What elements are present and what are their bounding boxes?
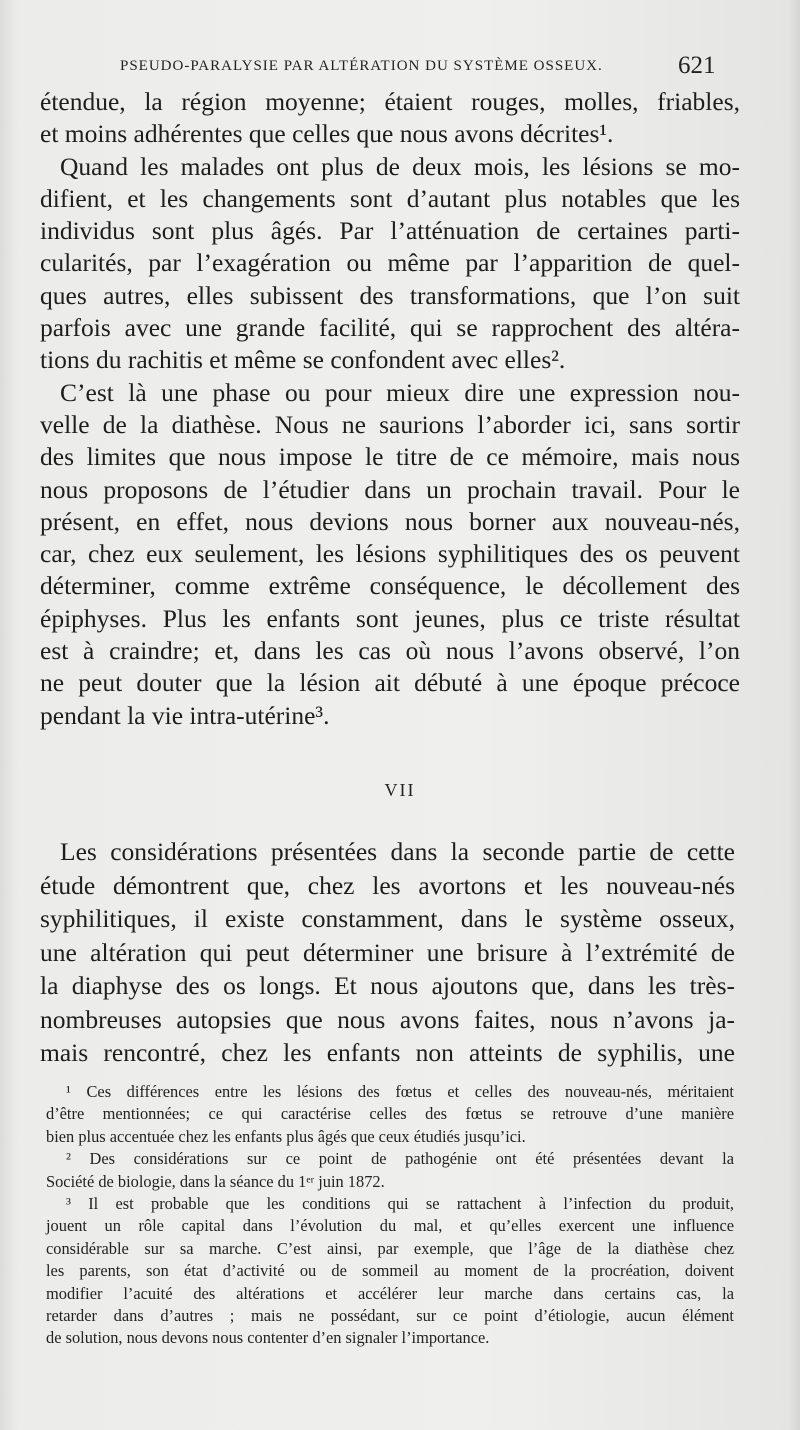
footnote-line: ² Des considérations sur ce point de pathogénie ont été présentées devant la (66, 1149, 734, 1169)
footnote-line: d’être mentionnées; ce qui caractérise celles des fœtus se retrouve d’une manière (46, 1104, 734, 1124)
text-line: ques autres, elles subissent des transformations, que l’on suit (40, 280, 740, 310)
text-line: nous proposons de l’étudier dans un prochain travail. Pour le (40, 474, 740, 504)
footnote-line: de solution, nous devons nous contenter d’en signaler l’importance. (46, 1328, 490, 1348)
text-line: tions du rachitis et même se confondent avec elles². (40, 345, 566, 375)
text-line: des limites que nous impose le titre de ce mémoire, mais nous (40, 442, 740, 472)
text-line: est à craindre; et, dans les cas où nous l’avons observé, l’on (40, 636, 740, 666)
text-line: étendue, la région moyenne; étaient rouges, molles, friables, (40, 87, 740, 116)
text-line: cularités, par l’exagération ou même par l’apparition de quel- (40, 248, 740, 278)
footnotes (46, 1081, 734, 1350)
main-text-bottom (40, 835, 735, 1070)
footnote-line: retarder dans d’autres ; mais ne possédant, sur ce point d’étiologie, aucun élément (46, 1305, 734, 1325)
text-line: parfois avec une grande facilité, qui se rapprochent des altéra- (40, 313, 740, 343)
text-line: velle de la diathèse. Nous ne saurions l’aborder ici, sans sortir (40, 409, 740, 439)
footnote-line: modifier l’acuité des altérations et accélérer leur marche dans certains cas, la (46, 1283, 734, 1303)
text-line: étude démontrent que, chez les avortons et les nouveau-nés (40, 870, 735, 900)
text-line: pendant la vie intra-utérine³. (40, 700, 330, 730)
text-line: la diaphyse des os longs. Et nous ajoutons que, dans les très- (40, 971, 735, 1000)
page-number: 621 (678, 52, 716, 79)
footnote-line: considérable sur sa marche. C’est ainsi, par exemple, que l’âge de la diathèse chez (46, 1238, 734, 1258)
text-line: syphilitiques, il existe constamment, dans le système osseux, (40, 904, 735, 933)
text-line: nombreuses autopsies que nous avons faites, nous n’avons ja- (40, 1004, 735, 1034)
text-line: Quand les malades ont plus de deux mois, les lésions se mo- (60, 151, 740, 181)
text-line: présent, en effet, nous devions nous borner aux nouveau-nés, (40, 506, 740, 536)
page-edge-shadow (788, 0, 800, 1430)
text-line: épiphyses. Plus les enfants sont jeunes, plus ce triste résultat (40, 603, 740, 633)
footnote-line: jouent un rôle capital dans l’évolution du mal, et qu’elles exercent une influence (46, 1216, 734, 1236)
footnote-line: ¹ Ces différences entre les lésions des fœtus et celles des nouveau-nés, méritaient (66, 1082, 734, 1101)
text-line: et moins adhérentes que celles que nous avons décrites¹. (40, 119, 614, 149)
text-line: difient, et les changements sont d’autant plus notables que les (40, 183, 740, 213)
footnote-line: ³ Il est probable que les conditions qui se rattachent à l’infection du produit, (66, 1193, 734, 1213)
text-line: car, chez eux seulement, les lésions syphilitiques des os peuvent (40, 539, 740, 569)
main-text-top (40, 86, 740, 732)
running-title: PSEUDO-PARALYSIE PAR ALTÉRATION DU SYSTÈME OSSEUX. (120, 58, 603, 74)
footnote-line: les parents, son état d’activité ou de sommeil au moment de la procréation, doivent (46, 1261, 734, 1281)
text-line: mais rencontré, chez les enfants non atteints de syphilis, une (40, 1038, 735, 1067)
text-line: Les considérations présentées dans la seconde partie de cette (60, 837, 735, 866)
text-line: déterminer, comme extrême conséquence, le décollement des (40, 571, 740, 601)
text-line: une altération qui peut déterminer une brisure à l’extrémité de (40, 937, 735, 967)
section-heading: VII (384, 780, 416, 800)
text-line: C’est là une phase ou pour mieux dire une expression nou- (60, 377, 740, 407)
text-line: individus sont plus âgés. Par l’atténuation de certaines parti- (40, 216, 740, 246)
text-line: ne peut douter que la lésion ait débuté à une époque précoce (40, 668, 740, 698)
footnote-line: Société de biologie, dans la séance du 1ᵉʳ juin 1872. (46, 1171, 385, 1191)
footnote-line: bien plus accentuée chez les enfants plus âgés que ceux étudiés jusqu’ici. (46, 1126, 526, 1146)
